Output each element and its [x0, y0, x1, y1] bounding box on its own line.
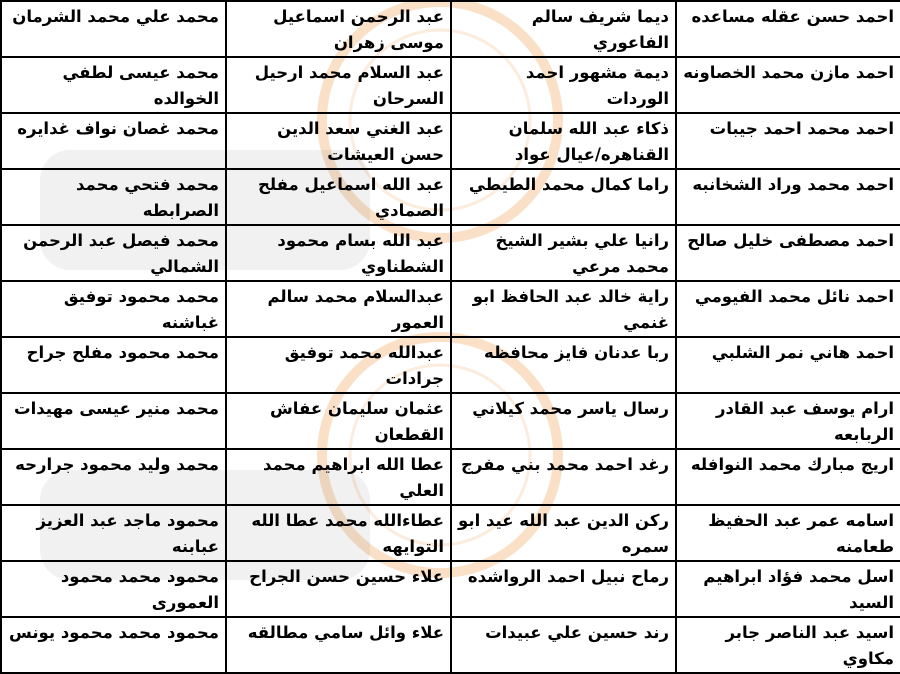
name-cell-third: عبدالله محمد توفيق جرادات: [226, 337, 451, 393]
name-cell-second: رغد احمد محمد بني مفرج: [451, 449, 676, 505]
name-cell-second: ركن الدين عبد الله عيد ابو سمره: [451, 505, 676, 561]
name-cell-first: احمد نائل محمد الفيومي: [676, 281, 900, 337]
name-cell-first: اسيد عبد الناصر جابر مكاوي: [676, 617, 900, 673]
name-cell-second: ذكاء عبد الله سلمان القناهره/عيال عواد: [451, 113, 676, 169]
name-cell-second: رانيا علي بشير الشيخ محمد مرعي: [451, 225, 676, 281]
table-row: [1, 337, 900, 393]
name-cell-fourth: محمود محمد محمود العموری: [1, 561, 226, 617]
name-cell-first: احمد مازن محمد الخصاونه: [676, 57, 900, 113]
name-cell-first: اريج مبارك محمد النوافله: [676, 449, 900, 505]
name-cell-second: ربا عدنان فايز محافظه: [451, 337, 676, 393]
names-table-body: [1, 1, 900, 673]
table-row: [1, 169, 900, 225]
name-cell-fourth: محمد علي محمد الشرمان: [1, 1, 226, 57]
name-cell-fourth: محمد عيسى لطفي الخوالده: [1, 57, 226, 113]
name-cell-first: احمد مصطفى خليل صالح: [676, 225, 900, 281]
name-cell-first: احمد هاني نمر الشلبي: [676, 337, 900, 393]
name-cell-second: راما كمال محمد الطيطي: [451, 169, 676, 225]
name-cell-third: عبد الله بسام محمود الشطناوي: [226, 225, 451, 281]
name-cell-second: رند حسين علي عبيدات: [451, 617, 676, 673]
table-row: [1, 505, 900, 561]
name-cell-third: عبدالسلام محمد سالم العمور: [226, 281, 451, 337]
name-cell-third: عبد الغني سعد الدين حسن العيشات: [226, 113, 451, 169]
table-row: [1, 617, 900, 673]
table-row: [1, 393, 900, 449]
table-row: [1, 113, 900, 169]
name-cell-third: عطاءالله محمد عطا الله التوايهه: [226, 505, 451, 561]
name-cell-fourth: محمد منير عيسى مهيدات: [1, 393, 226, 449]
name-cell-second: رماح نبيل احمد الرواشده: [451, 561, 676, 617]
name-cell-fourth: محمود محمد محمود يونس: [1, 617, 226, 673]
name-cell-second: ديمة مشهور احمد الوردات: [451, 57, 676, 113]
name-cell-third: عطا الله ابراهيم محمد العلي: [226, 449, 451, 505]
name-cell-fourth: محمد فيصل عبد الرحمن الشمالي: [1, 225, 226, 281]
name-cell-first: احمد محمد وراد الشخانبه: [676, 169, 900, 225]
name-cell-first: ارام يوسف عبد القادر الربابعه: [676, 393, 900, 449]
name-cell-second: رسال ياسر محمد كيلاني: [451, 393, 676, 449]
name-cell-third: عبد الله اسماعيل مفلح الصمادي: [226, 169, 451, 225]
table-row: [1, 281, 900, 337]
name-cell-first: اسامه عمر عبد الحفيظ طعامنه: [676, 505, 900, 561]
name-cell-fourth: محمد فتحي محمد الصرابطه: [1, 169, 226, 225]
table-row: [1, 449, 900, 505]
name-cell-first: احمد محمد احمد جيبات: [676, 113, 900, 169]
name-cell-first: اسل محمد فؤاد ابراهيم السيد: [676, 561, 900, 617]
name-cell-fourth: محمود ماجد عبد العزيز عبابنه: [1, 505, 226, 561]
name-cell-third: عبد الرحمن اسماعيل موسى زهران: [226, 1, 451, 57]
name-cell-fourth: محمد غصان نواف غدايره: [1, 113, 226, 169]
name-cell-third: عبد السلام محمد ارحيل السرحان: [226, 57, 451, 113]
name-cell-second: ديما شريف سالم الفاعوري: [451, 1, 676, 57]
table-row: [1, 1, 900, 57]
table-row: [1, 57, 900, 113]
table-row: [1, 561, 900, 617]
name-cell-third: عثمان سليمان عفاش القطعان: [226, 393, 451, 449]
name-cell-third: علاء حسين حسن الجراح: [226, 561, 451, 617]
name-cell-fourth: محمد محمود مفلح جراح: [1, 337, 226, 393]
name-cell-fourth: محمد محمود توفيق غباشنه: [1, 281, 226, 337]
name-cell-first: احمد حسن عقله مساعده: [676, 1, 900, 57]
name-cell-third: علاء وائل سامي مطالقه: [226, 617, 451, 673]
name-cell-second: راية خالد عبد الحافظ ابو غنمي: [451, 281, 676, 337]
name-cell-fourth: محمد وليد محمود جرارحه: [1, 449, 226, 505]
table-row: [1, 225, 900, 281]
